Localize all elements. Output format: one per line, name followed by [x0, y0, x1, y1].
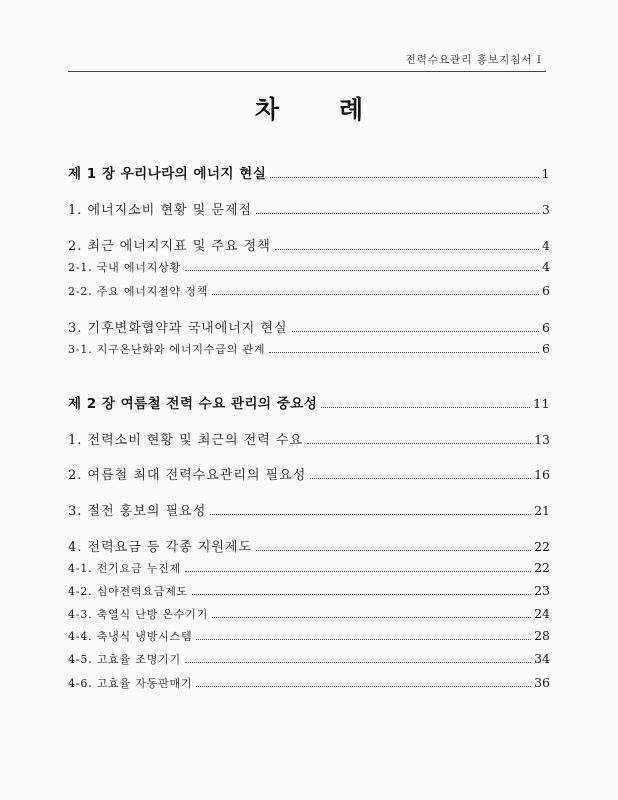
toc-entry-label: 4-2. 심야전력요금제도 [68, 585, 189, 598]
toc-entry-label: 4-5. 고효율 조명기기 [68, 653, 181, 666]
toc-entry-label: 2. 최근 에너지지표 및 주요 정책 [68, 239, 271, 254]
toc-entry-sub[interactable] [68, 283, 550, 299]
toc-entry-page-number: 34 [534, 651, 550, 666]
toc-entry-sub[interactable] [68, 341, 550, 357]
toc-entry-label: 1. 에너지소비 현황 및 문제점 [68, 203, 253, 218]
toc-entry-sub[interactable] [68, 583, 550, 599]
dot-leader [185, 662, 531, 663]
toc-entry-label: 제 1 장 우리나라의 에너지 현실 [68, 166, 267, 182]
toc-entry-page-number: 3 [542, 202, 550, 217]
toc-entry-page-number: 6 [542, 341, 550, 356]
toc-entry-section[interactable] [68, 199, 550, 218]
toc-entry-page-number: 16 [534, 467, 550, 482]
toc-entry-page-number: 21 [534, 503, 550, 518]
dot-leader [196, 639, 531, 640]
dot-leader [321, 407, 530, 408]
toc-entry-page-number: 22 [534, 560, 550, 575]
toc-entry-page-number: 6 [542, 283, 550, 298]
toc-entry-label: 3. 기후변화협약과 국내에너지 현실 [68, 321, 288, 336]
toc-entry-section[interactable] [68, 429, 550, 448]
toc-entry-page-number: 24 [534, 606, 550, 621]
toc-entry-label: 4-1. 전기요금 누진제 [68, 562, 181, 575]
toc-entry-label: 4-6. 고효율 자동판매기 [68, 677, 193, 690]
toc-entry-sub[interactable] [68, 651, 550, 667]
toc-entry-page-number: 13 [534, 432, 550, 447]
toc-entry-chapter[interactable] [68, 162, 550, 182]
dot-leader [210, 514, 531, 515]
toc-entry-label: 1. 전력소비 현황 및 최근의 전력 수요 [68, 433, 304, 448]
toc-entry-page-number: 4 [542, 259, 550, 274]
toc-entry-chapter[interactable] [68, 392, 550, 412]
toc-entry-section[interactable] [68, 235, 550, 254]
toc-entry-section[interactable] [68, 317, 550, 336]
toc-entry-label: 2-2. 주요 에너지절약 정책 [68, 285, 209, 298]
toc-entry-label: 3-1. 지구온난화와 에너지수급의 관계 [68, 343, 266, 356]
toc-entry-label: 4. 전력요금 등 각종 지원제도 [68, 540, 253, 555]
toc-entry-label: 2. 여름철 최대 전력수요관리의 필요성 [68, 468, 307, 483]
toc-entry-sub[interactable] [68, 628, 550, 644]
toc-entry-page-number: 28 [534, 628, 550, 643]
dot-leader [192, 594, 531, 595]
toc-entry-section[interactable] [68, 536, 550, 555]
running-header [68, 52, 546, 72]
dot-leader [307, 443, 531, 444]
toc-entry-label: 2-1. 국내 에너지상황 [68, 261, 181, 274]
toc-entry-page-number: 22 [534, 539, 550, 554]
toc-entry-page-number: 11 [533, 396, 550, 411]
toc-entry-label: 4-4. 축냉식 냉방시스템 [68, 630, 193, 643]
toc-entry-label: 3. 절전 홍보의 필요성 [68, 504, 207, 519]
toc-entry-sub[interactable] [68, 259, 550, 275]
dot-leader [310, 478, 531, 479]
toc-entry-section[interactable] [68, 464, 550, 483]
dot-leader [212, 294, 539, 295]
dot-leader [275, 249, 539, 250]
dot-leader [185, 571, 531, 572]
dot-leader [212, 617, 531, 618]
toc-entry-section[interactable] [68, 500, 550, 519]
dot-leader [196, 686, 531, 687]
toc-entry-page-number: 4 [542, 238, 550, 253]
page-title-char-2: 례 [339, 95, 364, 124]
dot-leader [256, 213, 539, 214]
toc-entry-label: 4-3. 축열식 난방 온수기기 [68, 608, 209, 621]
toc-entry-sub[interactable] [68, 606, 550, 622]
toc-entry-label: 제 2 장 여름철 전력 수요 관리의 중요성 [68, 396, 318, 412]
toc-entry-sub[interactable] [68, 675, 550, 691]
toc-entry-page-number: 1 [541, 166, 550, 181]
toc-entry-sub[interactable] [68, 560, 550, 576]
dot-leader [270, 177, 538, 178]
dot-leader [185, 270, 539, 271]
page-title [0, 90, 618, 126]
toc-entry-page-number: 36 [534, 675, 550, 690]
toc-entry-page-number: 23 [534, 583, 550, 598]
dot-leader [292, 331, 539, 332]
running-header-title: 전력수요관리 홍보지침서 I [405, 54, 542, 66]
page-title-char-1: 차 [254, 95, 279, 124]
toc-entry-page-number: 6 [542, 320, 550, 335]
dot-leader [256, 550, 531, 551]
dot-leader [269, 352, 539, 353]
